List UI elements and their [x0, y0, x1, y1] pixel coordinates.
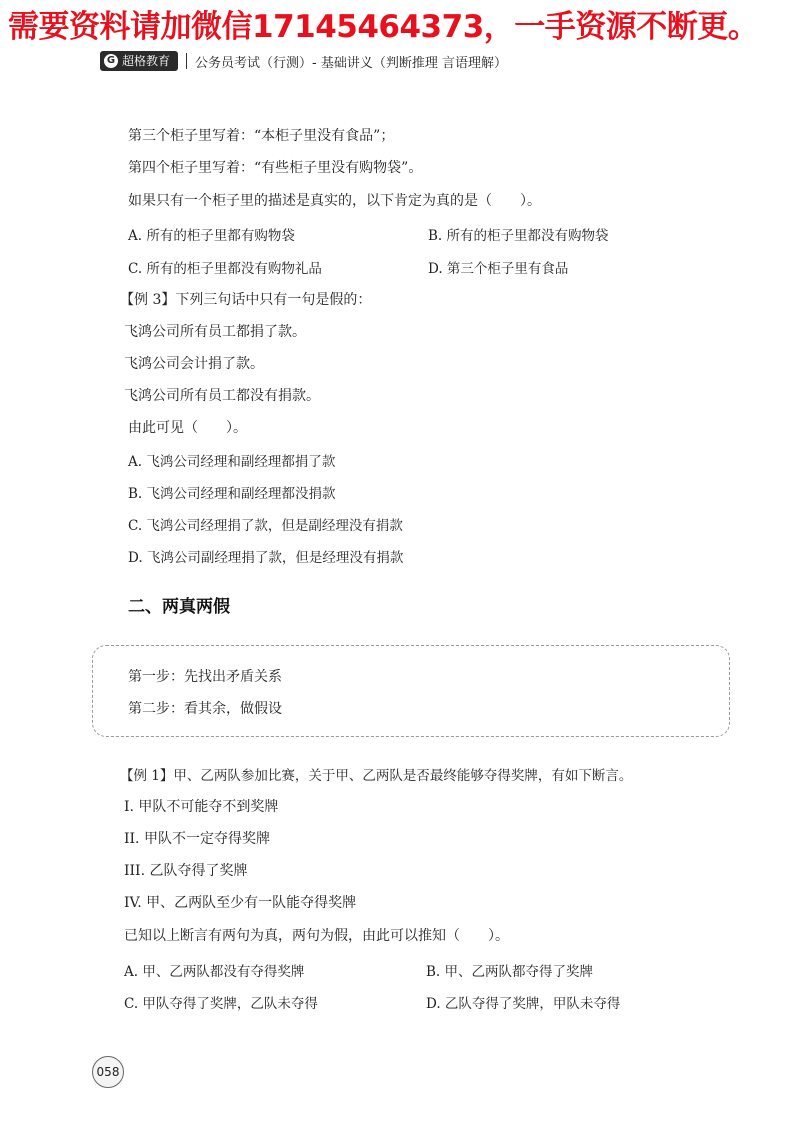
example-3-intro: 【例 3】下列三句话中只有一句是假的：	[120, 292, 372, 308]
page-header	[100, 50, 507, 72]
logo-text: 超格教育	[122, 54, 171, 68]
assertion-2: II. 甲队不一定夺得奖牌	[124, 831, 270, 847]
question-text: 已知以上断言有两句为真，两句为假，由此可以推知（ ）。	[124, 928, 509, 944]
statement-2: 飞鸿公司会计捐了款。	[124, 356, 264, 372]
option-c: C. 飞鸿公司经理捐了款，但是副经理没有捐款	[128, 518, 403, 534]
method-box	[92, 645, 730, 737]
option-a: A. 所有的柜子里都有购物袋	[128, 228, 295, 244]
example-1-intro: 【例 1】甲、乙两队参加比赛，关于甲、乙两队是否最终能够夺得奖牌，有如下断言。	[120, 768, 633, 784]
option-b: B. 所有的柜子里都没有购物袋	[428, 228, 609, 244]
option-a: A. 甲、乙两队都没有夺得奖牌	[124, 964, 305, 980]
option-b: B. 飞鸿公司经理和副经理都没捐款	[128, 486, 336, 502]
assertion-4: IV. 甲、乙两队至少有一队能夺得奖牌	[124, 895, 357, 911]
step-2: 第二步：看其余，做假设	[128, 701, 282, 717]
question-text: 由此可见（ ）。	[128, 420, 247, 436]
option-d: D. 飞鸿公司副经理捐了款，但是经理没有捐款	[128, 550, 404, 566]
question-text: 如果只有一个柜子里的描述是真实的，以下肯定为真的是（ ）。	[128, 193, 541, 209]
watermark-banner: 需要资料请加微信17145464373，一手资源不断更。	[8, 9, 759, 45]
publisher-logo	[100, 51, 178, 71]
cabinet-3-statement: 第三个柜子里写着：“本柜子里没有食品”；	[128, 128, 395, 144]
section-heading: 二、两真两假	[128, 597, 230, 617]
header-title: 公务员考试（行测）- 基础讲义（判断推理 言语理解）	[195, 55, 507, 71]
option-c: C. 甲队夺得了奖牌，乙队未夺得	[124, 996, 318, 1012]
assertion-1: I. 甲队不可能夺不到奖牌	[124, 799, 279, 815]
cabinet-4-statement: 第四个柜子里写着：“有些柜子里没有购物袋”。	[128, 160, 423, 176]
page-number: 058	[92, 1056, 124, 1088]
option-d: D. 第三个柜子里有食品	[428, 261, 569, 277]
option-c: C. 所有的柜子里都没有购物礼品	[128, 261, 322, 277]
option-d: D. 乙队夺得了奖牌，甲队未夺得	[426, 996, 621, 1012]
assertion-3: III. 乙队夺得了奖牌	[124, 863, 248, 879]
option-b: B. 甲、乙两队都夺得了奖牌	[426, 964, 594, 980]
option-a: A. 飞鸿公司经理和副经理都捐了款	[128, 454, 336, 470]
statement-1: 飞鸿公司所有员工都捐了款。	[124, 324, 306, 340]
header-divider	[186, 53, 187, 69]
logo-icon: G	[104, 54, 118, 68]
statement-3: 飞鸿公司所有员工都没有捐款。	[124, 388, 320, 404]
step-1: 第一步：先找出矛盾关系	[128, 669, 282, 685]
